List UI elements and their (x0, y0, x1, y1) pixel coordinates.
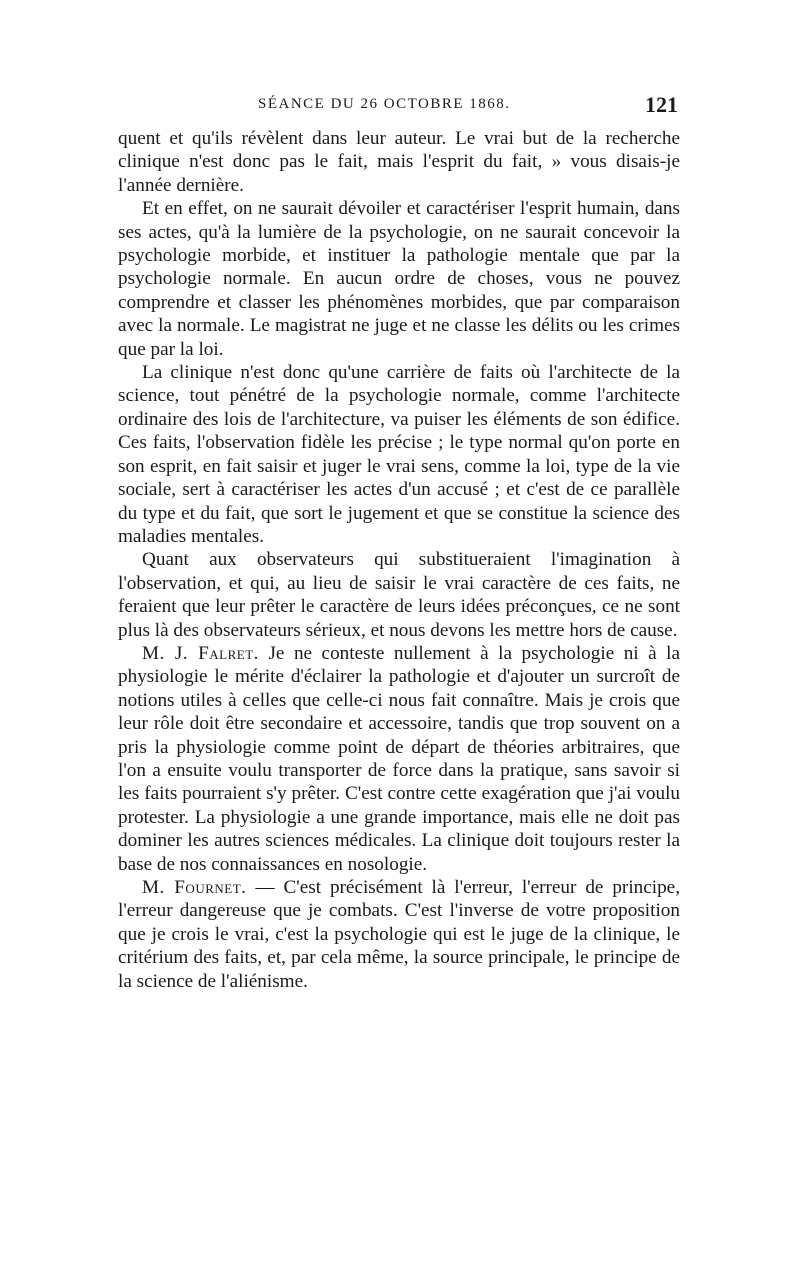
page-number: 121 (645, 92, 678, 117)
running-header (118, 92, 678, 120)
paragraph (118, 361, 680, 548)
paragraph-continuation (118, 127, 680, 197)
speaker-name: M. Fournet. (142, 877, 247, 898)
speaker-paragraph (118, 642, 680, 876)
paragraph-text: quent et qu'ils révèlent dans leur auteur. Le vrai but de la recherche clinique n'est donc pas le fait, mais l'esprit du fait, » vous disais-je l'année dernière. (118, 128, 680, 196)
paragraph (118, 197, 680, 361)
paragraph-text: Et en effet, on ne saurait dévoiler et caractériser l'esprit humain, dans ses actes, qu'à la lumière de la psychologie, on ne saurait concevoir la psychologie morbide, et instituer la pathologie mentale que par la psychologie normale. En aucun ordre de choses, vous ne pouvez comprendre et classer les phénomènes morbides, que par comparaison avec la normale. Le magistrat ne juge et ne classe les délits ou les crimes que par la loi. (118, 198, 680, 360)
paragraph-text: La clinique n'est donc qu'une carrière de faits où l'architecte de la science, tout pénétré de la psychologie normale, comme l'architecte ordinaire des lois de l'architecture, va puiser les éléments de son édifice. Ces faits, l'observation fidèle les précise ; le type normal qu'on porte en son esprit, en fait saisir et juger le vrai sens, comme la loi, type de la vie sociale, sert à caractériser les actes d'un accusé ; et c'est de ce parallèle du type et du fait, que sort le jugement et que se constitue la science des maladies mentales. (118, 362, 680, 547)
speaker-paragraph (118, 876, 680, 993)
paragraph (118, 548, 680, 642)
speaker-name: M. J. Falret. (142, 642, 259, 664)
body-text (118, 127, 680, 993)
running-title: SÉANCE DU 26 OCTOBRE 1868. (258, 96, 511, 112)
paragraph-text: Je ne conteste nullement à la psychologie ni à la physiologie le mérite d'éclairer la pathologie et d'ajouter un surcroît de notions utiles à celles que celle-ci nous fait connaître. Mais je crois que leur rôle doit être secondaire et accessoire, tandis que trop souvent on a pris la physiologie comme point de départ de théories arbitraires, que l'on a ensuite voulu transporter de force dans la pratique, sans savoir si les faits pourraient s'y prêter. C'est contre cette exagération que j'ai voulu protester. La physiologie a une grande importance, mais elle ne doit pas dominer les autres sciences médicales. La clinique doit toujours rester la base de nos connaissances en nosologie. (118, 642, 680, 875)
paragraph-text: Quant aux observateurs qui substitueraient l'imagination à l'observation, et qui, au lieu de saisir le vrai caractère de ces faits, ne feraient que leur prêter le caractère de leurs idées préconçues, ce ne sont plus là des observateurs sérieux, et nous devons les mettre hors de cause. (118, 549, 680, 641)
paragraph-text: — C'est précisément là l'erreur, l'erreur de principe, l'erreur dangereuse que je combats. C'est l'inverse de votre proposition que je crois le vrai, c'est la psychologie qui est le juge de la clinique, le critérium des faits, et, par cela même, la source principale, le principe de la science de l'aliénisme. (118, 877, 680, 992)
